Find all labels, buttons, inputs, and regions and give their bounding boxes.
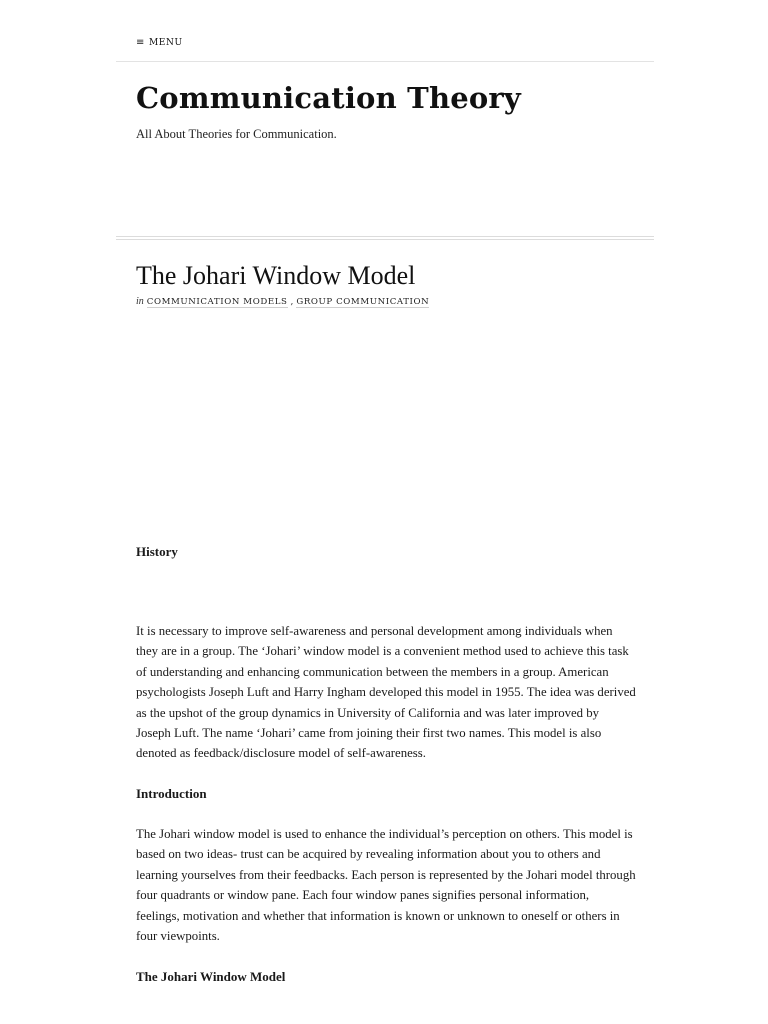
menu-label: MENU <box>148 38 183 48</box>
post-title[interactable]: The Johari Window Model <box>136 261 416 290</box>
post-categories <box>136 296 429 308</box>
category-separator: , <box>290 297 294 307</box>
hamburger-icon: ≡ <box>136 37 145 48</box>
history-paragraph: It is necessary to improve self-awareness and personal development among individuals when they are in a group. The ‘Johari’ window model is a convenient method used to achieve this task of understanding and enhancing communication between the members in a group. American psychologists Joseph Luft and Harry Ingham developed this model in 1955. The idea was derived as the upshot of the group dynamics in University of California and was later improved by Joseph Luft. The name ‘Johari’ came from joining their first two names. This model is also denoted as feedback/disclosure model of self-awareness. <box>136 624 636 761</box>
introduction-heading: Introduction <box>136 786 207 801</box>
header-divider <box>116 236 654 240</box>
introduction-paragraph: The Johari window model is used to enhance the individual’s perception on others. This model is based on two ideas- trust can be acquired by revealing information about you to others and learning yourselves from their feedbacks. Each person is represented by the Johari model through four quadrants or window pane. Each four window panes signifies personal information, feelings, motivation and whether that information is known or unknown to oneself or others in four viewpoints. <box>136 827 636 944</box>
page-wrapper <box>116 0 654 984</box>
history-heading: History <box>136 544 178 559</box>
meta-prefix: in <box>136 296 144 307</box>
category-link-communication-models[interactable]: COMMUNICATION MODELS <box>146 297 288 307</box>
johari-model-heading: The Johari Window Model <box>136 969 286 984</box>
category-link-group-communication[interactable]: GROUP COMMUNICATION <box>296 297 430 307</box>
site-description: All About Theories for Communication. <box>136 127 337 141</box>
top-menu-bar <box>116 0 654 62</box>
site-title[interactable]: Communication Theory <box>136 81 521 115</box>
menu-button[interactable] <box>136 38 183 48</box>
